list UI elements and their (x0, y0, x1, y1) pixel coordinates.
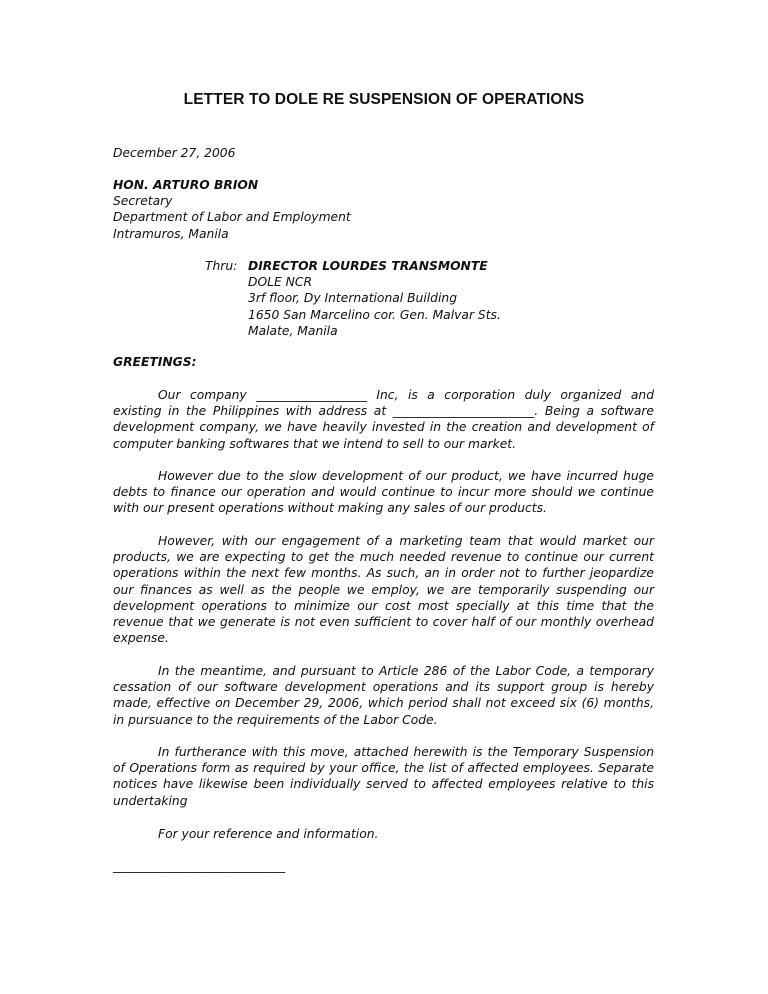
body-paragraph: Our company __________________ Inc, is a corporation duly organized and existing in the Philippines with address at _______________________. Being a software development company, we have heavily invested in the creation and development of computer banking softwares that we intend to sell to our market. (113, 388, 654, 451)
addressee-line: Intramuros, Manila (113, 226, 229, 241)
thru-line: Malate, Manila (248, 323, 338, 338)
letter-title: LETTER TO DOLE RE SUSPENSION OF OPERATIONS (183, 91, 585, 108)
body-paragraph: However, with our engagement of a marketing team that would market our products, we are expecting to get the much needed revenue to continue our current operations within the next few months. As such, an in order not to further jeopardize our finances as well as the people we employ, we are temporarily suspending our development operations to minimize our cost most specially at this time that the revenue that we generate is not even sufficient to cover half of our monthly overhead expense. (113, 534, 654, 646)
body-paragraph: In the meantime, and pursuant to Article 286 of the Labor Code, a temporary cessation of our software development operations and its support group is hereby made, effective on December 29, 2006, which period shall not exceed six (6) months, in pursuance to the requirements of the Labor Code. (113, 664, 654, 727)
thru-name: DIRECTOR LOURDES TRANSMONTE (248, 259, 488, 273)
addressee-name: HON. ARTURO BRION (113, 178, 259, 192)
thru-label: Thru: (205, 259, 238, 273)
body-paragraph: In furtherance with this move, attached herewith is the Temporary Suspension of Operations form as required by your office, the list of affected employees. Separate notices have likewise been individually served to affected employees relative to this undertaking (113, 745, 654, 808)
thru-line: DOLE NCR (248, 275, 313, 290)
body-paragraph: For your reference and information. (158, 827, 379, 841)
addressee-line: Department of Labor and Employment (113, 210, 351, 225)
letter-date: December 27, 2006 (113, 146, 236, 160)
thru-line: 1650 San Marcelino cor. Gen. Malvar Sts. (248, 307, 501, 322)
thru-line: 3rf floor, Dy International Building (248, 291, 457, 306)
body-paragraph: However due to the slow development of our product, we have incurred huge debts to finance our operation and would continue to incur more should we continue with our present operations without making any sales of our products. (113, 469, 654, 516)
signature-line: ____________________________ (113, 859, 286, 873)
addressee-line: Secretary (113, 194, 173, 209)
addressee-block (113, 177, 654, 242)
greeting: GREETINGS: (113, 355, 197, 369)
